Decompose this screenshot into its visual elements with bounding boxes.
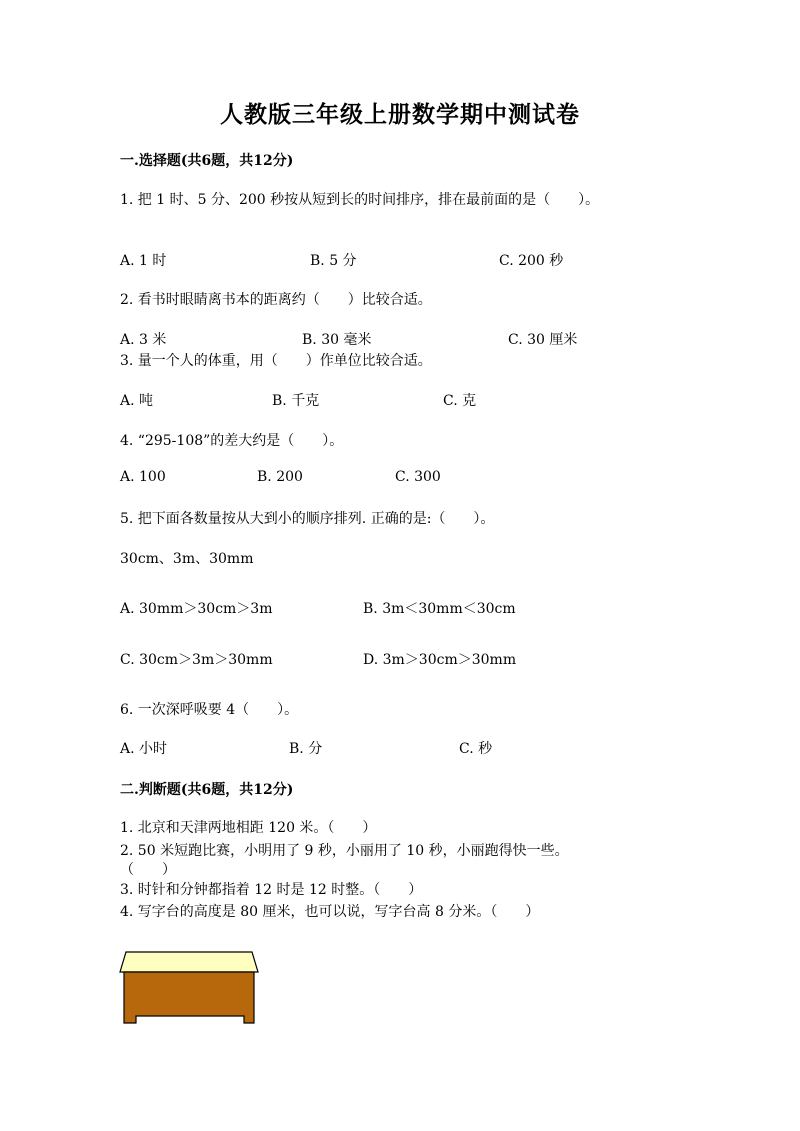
section-heading-judgement: 二.判断题(共6题，共12分) xyxy=(120,782,294,798)
q1-option-b: B. 5 分 xyxy=(310,253,357,269)
judgement-3: 3. 时针和分钟都指着 12 时是 12 时整。（ ） xyxy=(120,882,423,898)
question-5-quantities: 30cm、3m、30mm xyxy=(120,551,254,567)
q2-option-c: C. 30 厘米 xyxy=(508,332,578,348)
q2-option-b: B. 30 毫米 xyxy=(302,332,372,348)
judgement-1: 1. 北京和天津两地相距 120 米。（ ） xyxy=(120,820,377,836)
q3-option-b: B. 千克 xyxy=(272,393,320,409)
desk-body xyxy=(124,972,254,1023)
q6-option-a: A. 小时 xyxy=(120,741,168,757)
q1-option-c: C. 200 秒 xyxy=(499,253,564,269)
q6-option-b: B. 分 xyxy=(289,741,323,757)
q3-option-a: A. 吨 xyxy=(120,393,154,409)
q5-option-b: B. 3m＜30mm＜30cm xyxy=(363,601,516,617)
q5-option-c: C. 30cm＞3m＞30mm xyxy=(120,652,273,668)
page-title: 人教版三年级上册数学期中测试卷 xyxy=(220,101,580,128)
desk-illustration xyxy=(118,950,260,1028)
q4-option-a: A. 100 xyxy=(120,469,166,485)
q3-option-c: C. 克 xyxy=(443,393,477,409)
q1-option-a: A. 1 时 xyxy=(120,253,167,269)
section-heading-choice: 一.选择题(共6题，共12分) xyxy=(120,153,294,169)
question-5: 5. 把下面各数量按从大到小的顺序排列. 正确的是:（ ）。 xyxy=(120,511,495,527)
question-2: 2. 看书时眼睛离书本的距离约（ ）比较合适。 xyxy=(120,292,432,308)
q4-option-b: B. 200 xyxy=(257,469,303,485)
judgement-2-blank: （ ） xyxy=(120,862,176,878)
q2-option-a: A. 3 米 xyxy=(120,332,167,348)
question-1: 1. 把 1 时、5 分、200 秒按从短到长的时间排序，排在最前面的是（ ）。 xyxy=(120,192,600,208)
question-4: 4. “295-108”的差大约是（ ）。 xyxy=(120,433,344,449)
judgement-2: 2. 50 米短跑比赛，小明用了 9 秒，小丽用了 10 秒，小丽跑得快一些。 xyxy=(120,843,569,859)
q6-option-c: C. 秒 xyxy=(459,741,493,757)
q4-option-c: C. 300 xyxy=(395,469,441,485)
question-6: 6. 一次深呼吸要 4（ ）。 xyxy=(120,702,299,718)
judgement-4: 4. 写字台的高度是 80 厘米，也可以说，写字台高 8 分米。（ ） xyxy=(120,904,540,920)
q5-option-a: A. 30mm＞30cm＞3m xyxy=(120,601,273,617)
question-3: 3. 量一个人的体重，用（ ）作单位比较合适。 xyxy=(120,353,432,369)
q5-option-d: D. 3m＞30cm＞30mm xyxy=(363,652,517,668)
desk-top xyxy=(120,952,258,972)
